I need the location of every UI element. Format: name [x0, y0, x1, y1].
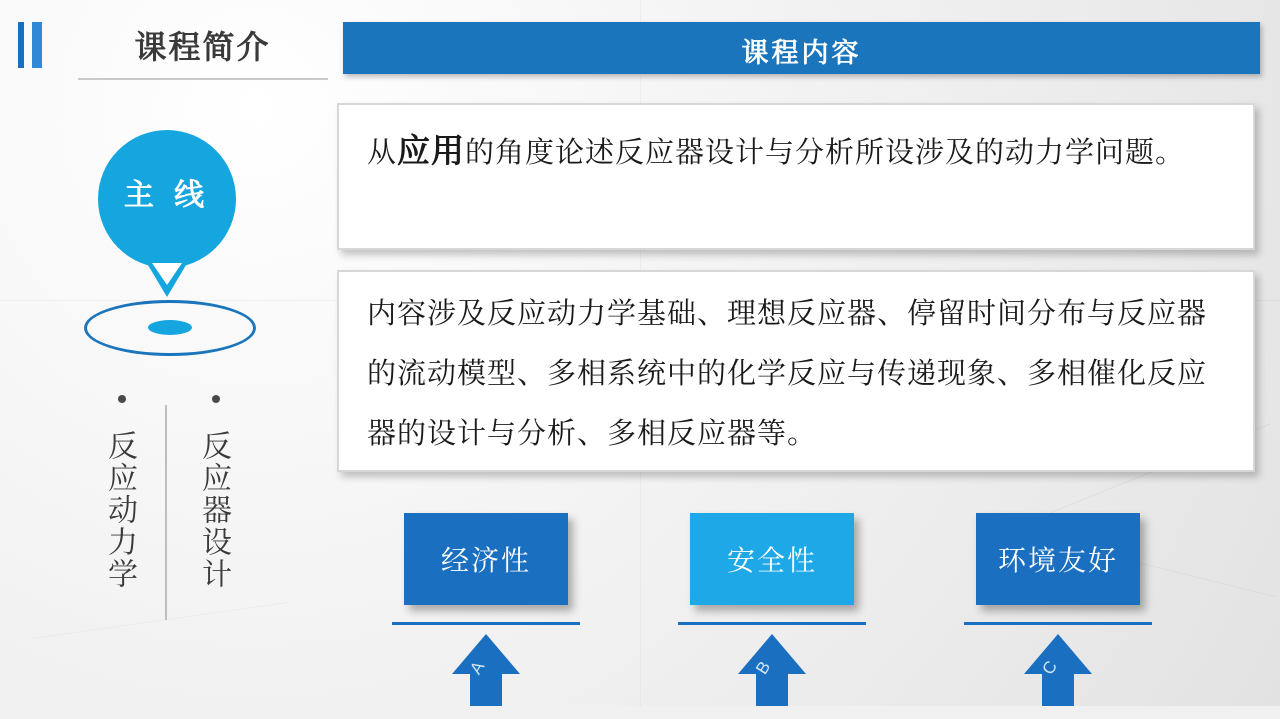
- card-economy-underline: [392, 622, 580, 625]
- arrow-marker-b: B: [752, 657, 775, 678]
- branch-dot-icon: [118, 395, 126, 403]
- map-pin-tip-inner-icon: [152, 263, 182, 285]
- card-economy[interactable]: [404, 513, 568, 605]
- pin-base-dot-icon: [148, 320, 192, 335]
- card-economy-label: 经济性: [440, 545, 531, 576]
- left-title-underline: [78, 78, 328, 80]
- pin-label: 主 线: [123, 179, 211, 212]
- arrow-marker-c: C: [1038, 657, 1062, 678]
- arrow-marker-a: A: [466, 657, 489, 678]
- branch-divider: [165, 405, 167, 620]
- header-bar: [343, 22, 1260, 74]
- header-title: 课程内容: [741, 38, 862, 68]
- card-safety-underline: [678, 622, 866, 625]
- content-box-application: [337, 103, 1255, 250]
- branch-dot-icon: [212, 395, 220, 403]
- arrow-up-icon-a: [450, 632, 522, 712]
- vertical-label-kinetics: 反应动力学: [103, 430, 136, 590]
- content-box-application-text: [367, 123, 1229, 181]
- content-box-scope: [337, 270, 1255, 472]
- card-safety-label: 安全性: [726, 545, 817, 576]
- application-prefix: 从: [367, 137, 398, 169]
- title-accent-bar-dark: [18, 22, 24, 68]
- vertical-label-reactor-design: 反应器设计: [197, 430, 230, 590]
- card-environment-label: 环境友好: [997, 545, 1118, 576]
- content-box-scope-text: 内容涉及反应动力学基础、理想反应器、停留时间分布与反应器的流动模型、多相系统中的化学反应与传递现象、多相催化反应器的设计与分析、多相反应器等。: [367, 298, 1208, 450]
- application-suffix: 的角度论述反应器设计与分析所设涉及的动力学问题。: [465, 137, 1186, 169]
- card-environment-underline: [964, 622, 1152, 625]
- arrow-up-icon-c: [1022, 632, 1094, 712]
- left-section-title: 课程简介: [134, 29, 271, 65]
- bottom-strip: [0, 706, 1280, 719]
- arrow-up-icon-b: [736, 632, 808, 712]
- application-emphasis: 应用: [397, 132, 466, 169]
- card-safety[interactable]: [690, 513, 854, 605]
- paper-crease: [31, 602, 289, 639]
- card-environment[interactable]: [976, 513, 1140, 605]
- title-accent-bar-light: [32, 22, 42, 68]
